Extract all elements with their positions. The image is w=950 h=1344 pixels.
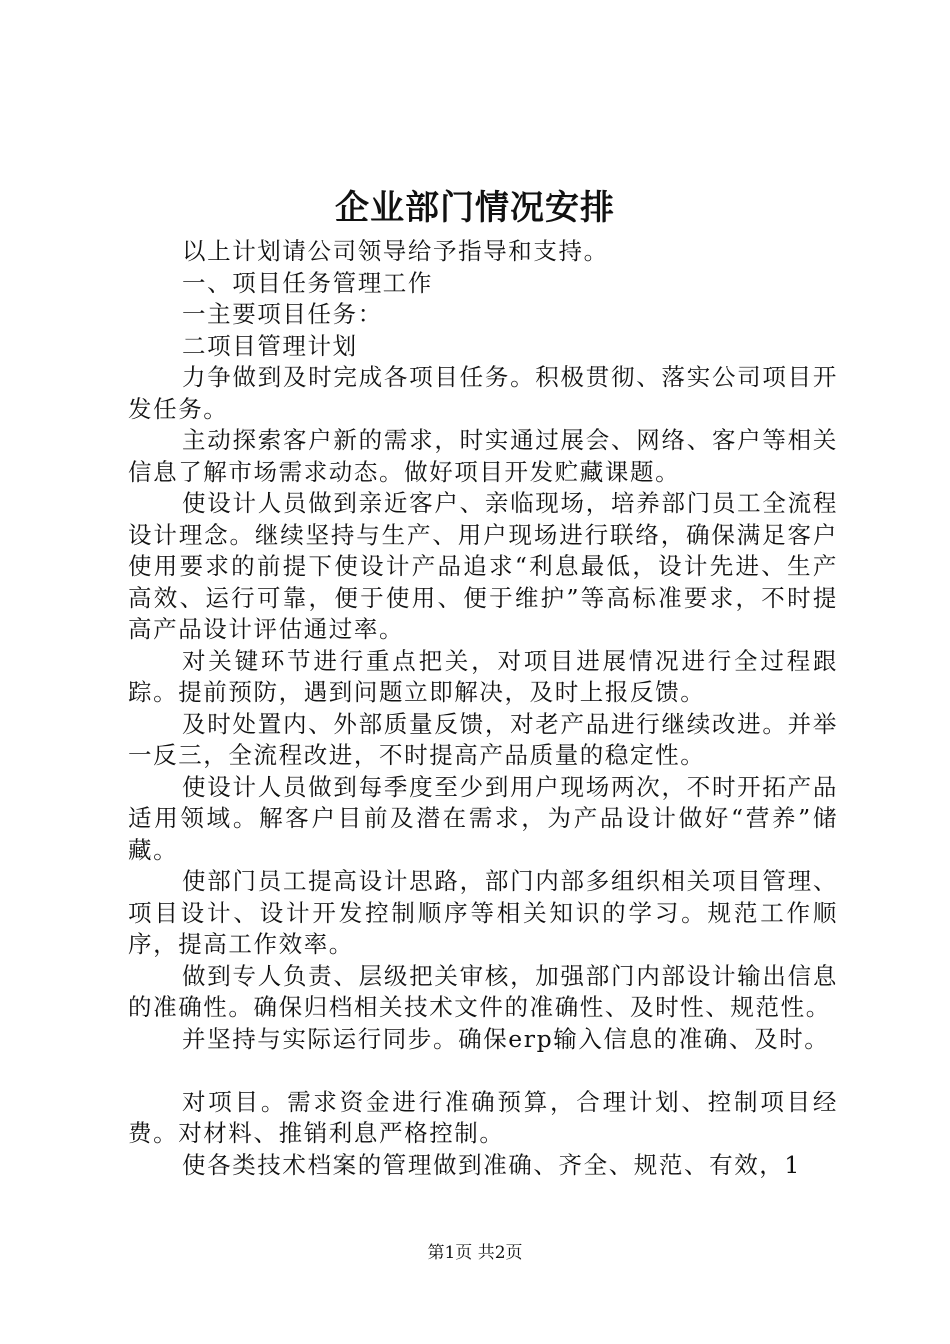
page-title: 企业部门情况安排 [335,188,615,228]
paragraph: 对项目。需求资金进行准确预算，合理计划、控制项目经费。对材料、推销利息严格控制。 [128,1087,838,1147]
paragraph: 使设计人员做到每季度至少到用户现场两次，不时开拓产品适用领域。解客户目前及潜在需求，为产品设计做好“营养”储藏。 [128,772,838,864]
paragraph: 做到专人负责、层级把关审核，加强部门内部设计输出信息的准确性。确保归档相关技术文件的准确性、及时性、规范性。 [128,961,838,1021]
paragraph: 使部门员工提高设计思路，部门内部多组织相关项目管理、项目设计、设计开发控制顺序等相关知识的学习。规范工作顺序，提高工作效率。 [128,867,838,958]
paragraph: 对关键环节进行重点把关，对项目进展情况进行全过程跟踪。提前预防，遇到问题立即解决，及时上报反馈。 [128,646,838,706]
paragraph: 力争做到及时完成各项目任务。积极贯彻、落实公司项目开发任务。 [128,363,838,423]
paragraph: 并坚持与实际运行同步。确保erp输入信息的准确、及时。 [182,1024,830,1053]
page-footer: 第1页 共2页 [427,1243,523,1263]
paragraph: 使各类技术档案的管理做到准确、齐全、规范、有效，1 [182,1150,801,1179]
paragraph: 一主要项目任务： [182,300,383,328]
paragraph: 使设计人员做到亲近客户、亲临现场，培养部门员工全流程设计理念。继续坚持与生产、用户现场进行联络，确保满足客户使用要求的前提下使设计产品追求“利息最低，设计先进、生产高效、运行可靠，便于使用、便于维护”等高标准要求，不时提高产品设计评估通过率。 [128,489,838,643]
paragraph: 以上计划请公司领导给予指导和支持。 [182,237,609,265]
paragraph: 及时处置内、外部质量反馈，对老产品进行继续改进。并举一反三，全流程改进，不时提高产品质量的稳定性。 [128,709,838,769]
paragraph: 一、项目任务管理工作 [182,268,433,297]
document-body [128,236,838,1181]
paragraph: 主动探索客户新的需求，时实通过展会、网络、客户等相关信息了解市场需求动态。做好项目开发贮藏课题。 [128,426,838,486]
paragraph: 二项目管理计划 [182,331,358,360]
